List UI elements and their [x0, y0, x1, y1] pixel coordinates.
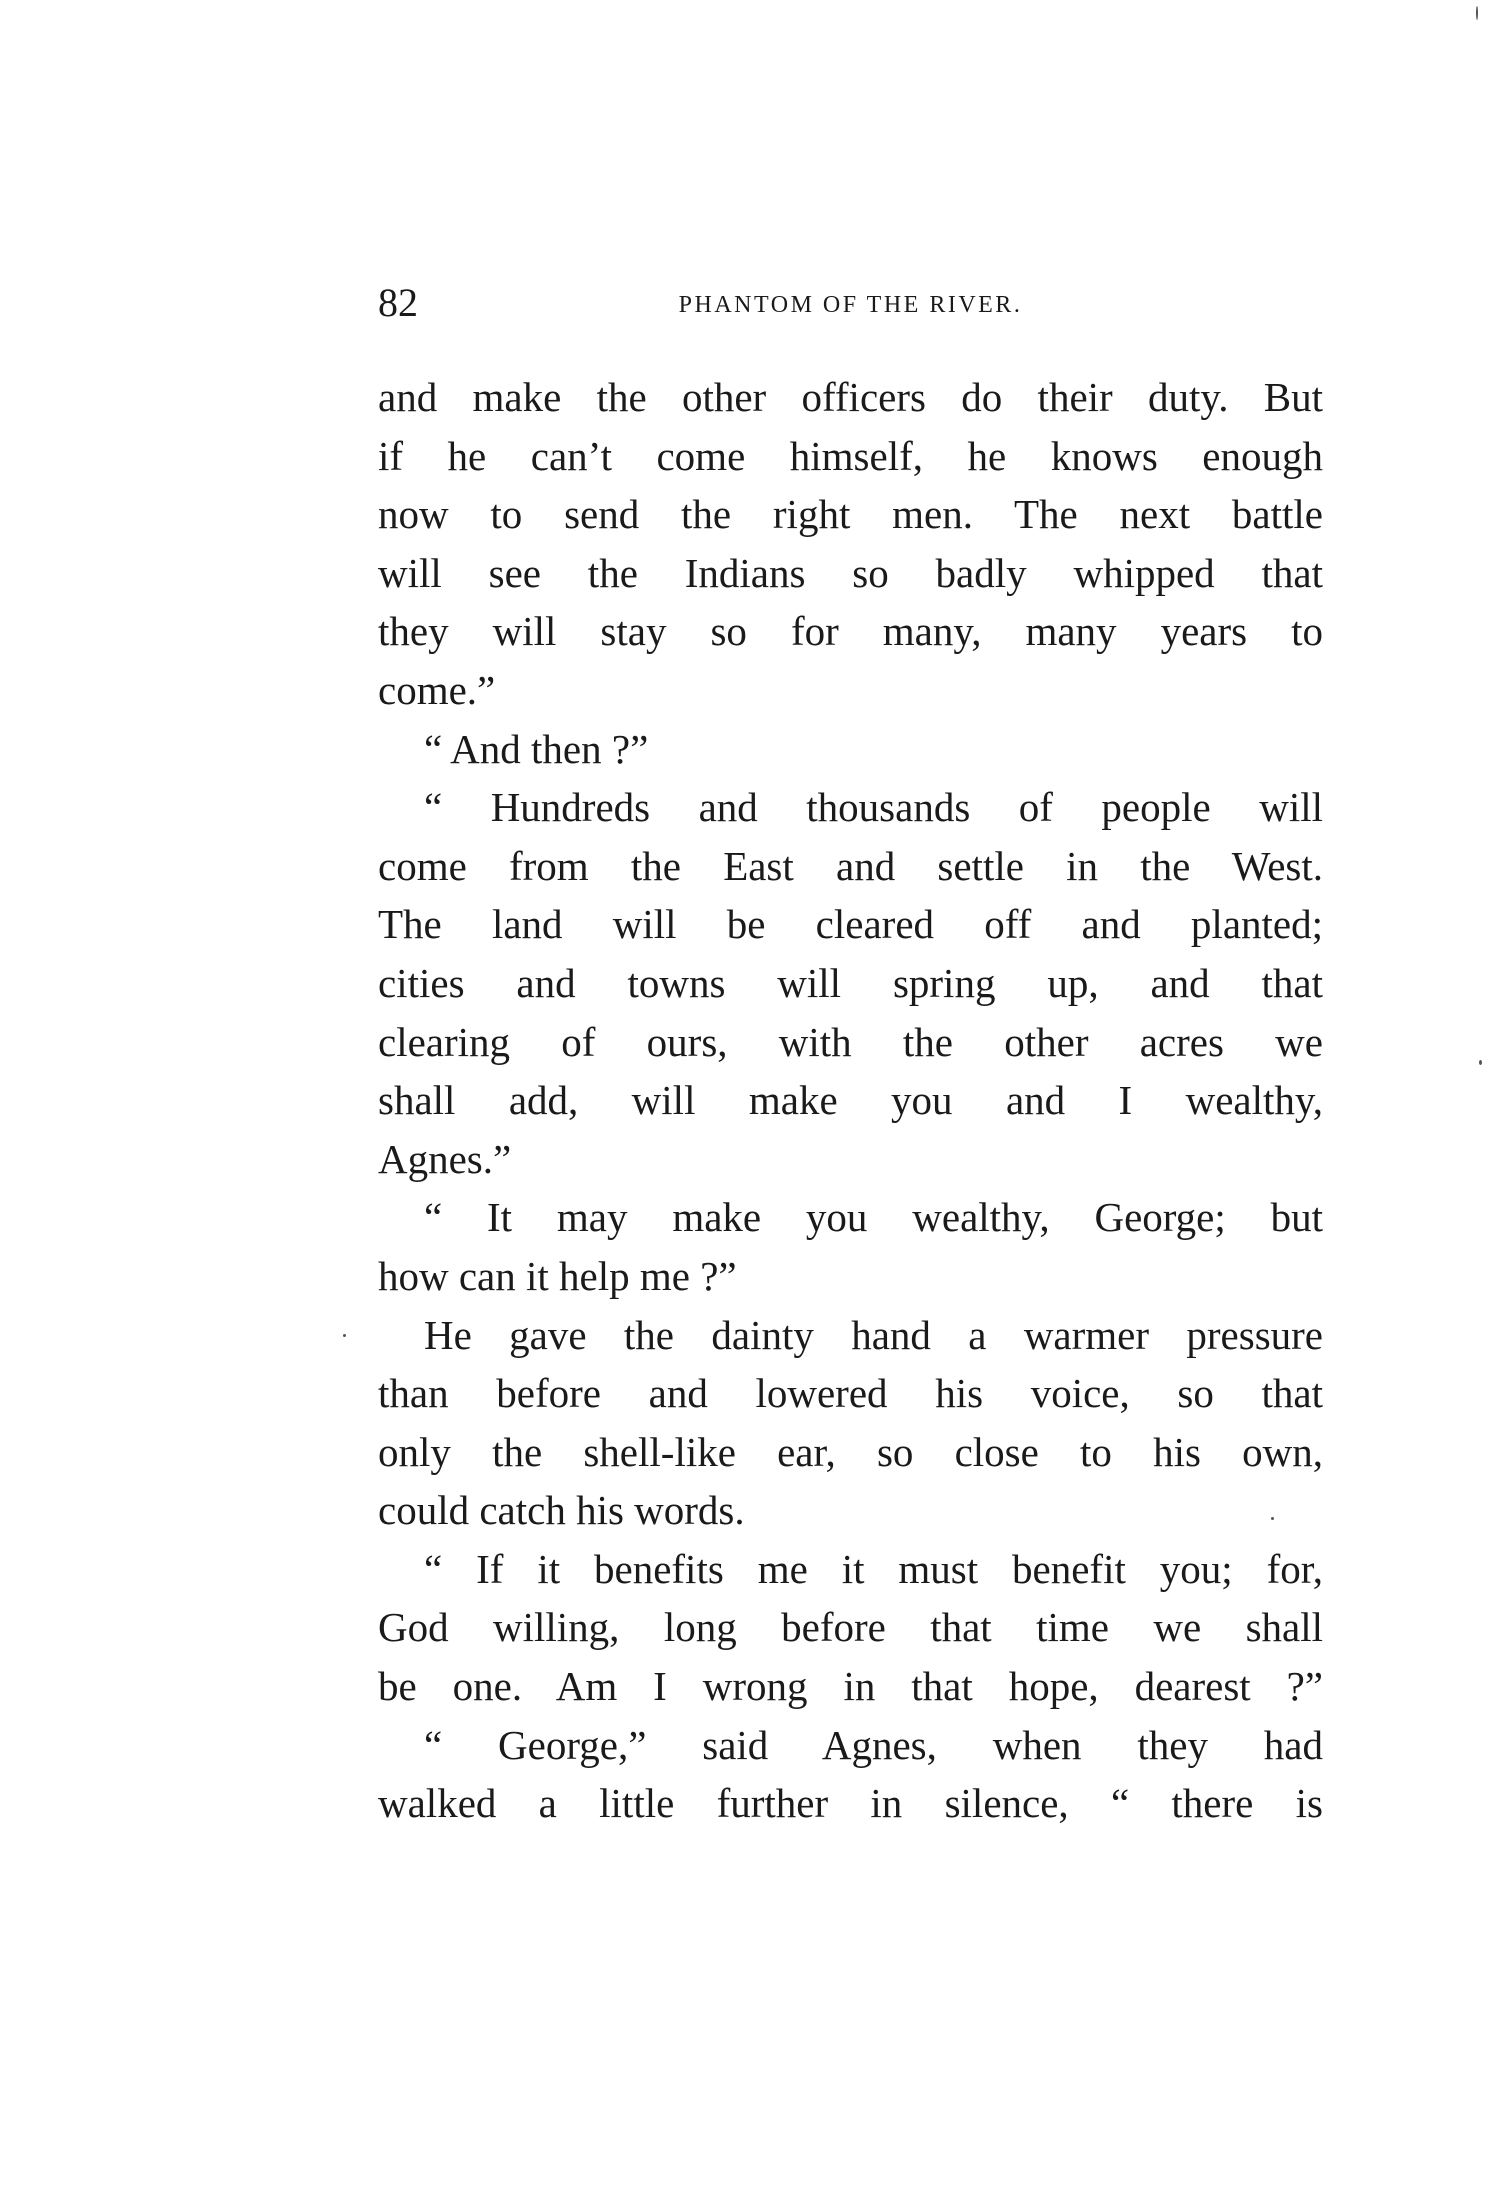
running-title: PHANTOM OF THE RIVER.: [678, 292, 1023, 318]
scan-speck: [1476, 6, 1478, 20]
text-line: God willing, long before that time we shall: [378, 1604, 1323, 1651]
body-text: [378, 368, 1323, 1833]
page-header: [378, 278, 1323, 328]
scan-speck: [1271, 1517, 1274, 1520]
text-line: will see the Indians so badly whipped that: [378, 549, 1323, 596]
text-line: “ George,” said Agnes, when they had: [424, 1721, 1323, 1768]
text-line: cities and towns will spring up, and that: [378, 959, 1323, 1006]
text-line: “ It may make you wealthy, George; but: [424, 1194, 1323, 1241]
text-line: come from the East and settle in the West.: [378, 842, 1323, 889]
text-line: “ Hundreds and thousands of people will: [424, 784, 1323, 831]
text-line: The land will be cleared off and planted;: [378, 901, 1323, 948]
text-line: now to send the right men. The next battle: [378, 491, 1323, 538]
text-line: shall add, will make you and I wealthy,: [378, 1077, 1323, 1124]
text-line: “ If it benefits me it must benefit you; for,: [424, 1545, 1323, 1592]
text-line: He gave the dainty hand a warmer pressure: [424, 1311, 1323, 1358]
text-line: Agnes.”: [378, 1135, 512, 1182]
text-line: and make the other officers do their duty. But: [378, 374, 1323, 420]
text-line: they will stay so for many, many years to: [378, 608, 1323, 655]
text-line: could catch his words.: [378, 1487, 745, 1534]
text-line: clearing of ours, with the other acres we: [378, 1018, 1323, 1065]
scan-speck: [343, 1334, 346, 1337]
text-line: come.”: [378, 666, 496, 713]
text-line: how can it help me ?”: [378, 1252, 737, 1299]
scan-speck: [1479, 1060, 1482, 1065]
text-line: if he can’t come himself, he knows enough: [378, 432, 1323, 479]
text-line: be one. Am I wrong in that hope, dearest ?”: [378, 1663, 1323, 1710]
text-line: than before and lowered his voice, so that: [378, 1370, 1323, 1417]
text-line: only the shell-like ear, so close to his own,: [378, 1428, 1323, 1475]
text-line: “ And then ?”: [424, 725, 649, 772]
page-number: 82: [378, 280, 418, 325]
text-line: walked a little further in silence, “ there is: [378, 1780, 1323, 1827]
